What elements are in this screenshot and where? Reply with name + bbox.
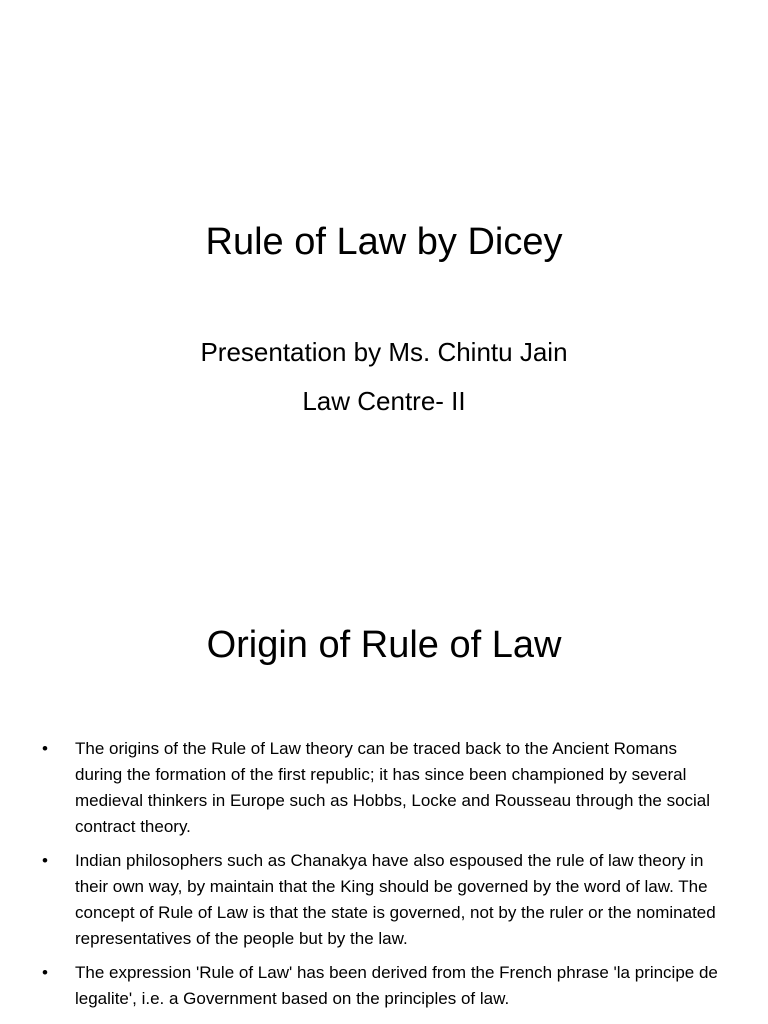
bullet-icon: • xyxy=(42,963,48,982)
bullet-list xyxy=(40,736,728,1020)
bullet-text: Indian philosophers such as Chanakya have also espoused the rule of law theory in their own way, by maintain that the King should be governed by the word of law. The concept of Rule of Law is that the state is governed, not by the ruler or the nominated representatives of the people but by the law. xyxy=(75,851,716,948)
bullet-item xyxy=(40,736,728,840)
slide-title: Origin of Rule of Law xyxy=(206,624,562,666)
bullet-icon: • xyxy=(42,739,48,758)
slide-title: Rule of Law by Dicey xyxy=(205,221,563,263)
bullet-icon: • xyxy=(42,851,48,870)
bullet-text: The expression 'Rule of Law' has been derived from the French phrase 'la principe de legalite', i.e. a Government based on the principles of law. xyxy=(75,963,718,1008)
bullet-item xyxy=(40,848,728,952)
bullet-item xyxy=(40,960,728,1012)
presenter-line: Presentation by Ms. Chintu Jain xyxy=(200,337,568,367)
institution-line: Law Centre- II xyxy=(302,386,466,416)
origin-slide xyxy=(0,576,768,1024)
bullet-text: The origins of the Rule of Law theory can be traced back to the Ancient Romans during the formation of the first republic; it has since been championed by several medieval thinkers in Europe such as Hobbs, Locke and Rousseau through the social contract theory. xyxy=(75,739,711,836)
